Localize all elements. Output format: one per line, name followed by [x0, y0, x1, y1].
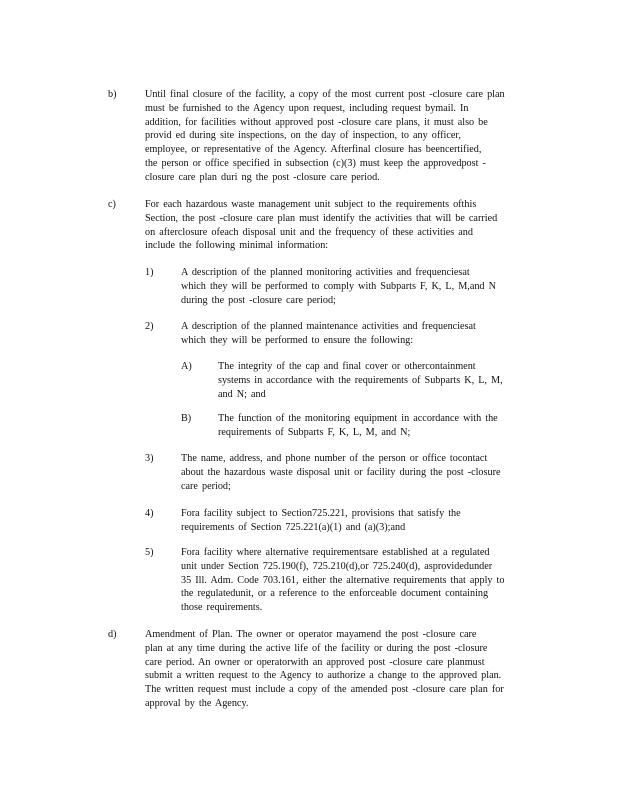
text-line: The name, address, and phone number of the person or office tocontact [181, 453, 488, 464]
subitem-label-5: 5) [145, 547, 154, 558]
text-line: which they will be performed to ensure the following: [181, 334, 414, 346]
subitem-text-5 [181, 546, 549, 615]
text-line: For each hazardous waste management unit subject to the requirements ofthis [145, 199, 477, 210]
item-label-d: d) [108, 629, 117, 640]
subitem-label-3: 3) [145, 453, 154, 464]
item-label-b: b) [108, 89, 117, 100]
text-line: include the following minimal information: [145, 240, 329, 252]
text-line: The integrity of the cap and final cover or othercontainment [218, 361, 476, 372]
item-text-d [145, 628, 545, 711]
text-line: during the post -closure care period; [181, 294, 336, 306]
text-line: the person or office specified in subsection (c)(3) must keep the approvedpost - [145, 157, 486, 169]
text-line: Amendment of Plan. The owner or operator mayamend the post -closure care [145, 629, 477, 640]
text-line: care period; [181, 480, 231, 492]
text-line: systems in accordance with the requirements of Subparts K, L, M, [218, 374, 503, 386]
item-text-c [145, 198, 530, 253]
text-line: Until final closure of the facility, a copy of the most current post -closure care plan [145, 89, 505, 100]
item-label-c: c) [108, 199, 116, 210]
subitem-label-1: 1) [145, 267, 154, 278]
text-line: and N; and [218, 388, 266, 400]
text-line: must be furnished to the Agency upon request, including request bymail. In [145, 102, 469, 114]
text-line: 35 Ill. Adm. Code 703.161, either the alternative requirements that apply to [181, 574, 505, 586]
text-line: those requirements. [181, 602, 263, 614]
text-line: plan at any time during the active life of the facility or during the post -closure [145, 642, 488, 654]
text-line: on afterclosure ofeach disposal unit and the frequency of these activities and [145, 226, 473, 238]
text-line: about the hazardous waste disposal unit or facility during the post -closure [181, 466, 501, 478]
text-line: closure care plan duri ng the post -closure care period. [145, 171, 380, 183]
subsubitem-label-B: B) [181, 413, 192, 424]
text-line: requirements of Section 725.221(a)(1) and (a)(3);and [181, 521, 406, 533]
text-line: A description of the planned monitoring activities and frequenciesat [181, 267, 470, 278]
text-line: requirements of Subparts F, K, L, M, and N; [218, 426, 411, 438]
text-line: Fora facility where alternative requirementsare established at a regulated [181, 547, 490, 558]
text-line: care period. An owner or operatorwith an approved post -closure care planmust [145, 656, 485, 668]
subitem-text-4 [181, 507, 541, 535]
subsubitem-label-A: A) [181, 361, 192, 372]
item-text-b [145, 88, 530, 185]
text-line: The function of the monitoring equipment in accordance with the [218, 413, 498, 424]
subsubitem-text-B [218, 412, 538, 440]
text-line: unit under Section 725.190(f), 725.210(d),or 725.240(d), asprovidedunder [181, 560, 493, 572]
subitem-label-2: 2) [145, 321, 154, 332]
text-line: Section, the post -closure care plan must identify the activities that will be carried [145, 212, 498, 224]
text-line: A description of the planned maintenance activities and frequenciesat [181, 321, 476, 332]
subitem-text-1 [181, 266, 541, 307]
subitem-label-4: 4) [145, 508, 154, 519]
text-line: the regulatedunit, or a reference to the enforceable document containing [181, 588, 489, 600]
text-line: which they will be performed to comply with Subparts F, K, L, M,and N [181, 280, 496, 292]
text-line: provid ed during site inspections, on the day of inspection, to any officer, [145, 130, 461, 142]
subsubitem-text-A [218, 360, 538, 401]
text-line: The written request must include a copy of the amended post -closure care plan for [145, 684, 504, 696]
subitem-text-2 [181, 320, 541, 348]
text-line: addition, for facilities without approved post -closure care plans, it must also be [145, 116, 488, 128]
text-line: Fora facility subject to Section725.221, provisions that satisfy the [181, 508, 461, 519]
text-line: approval by the Agency. [145, 697, 249, 709]
text-line: submit a written request to the Agency to authorize a change to the approved plan. [145, 670, 502, 682]
text-line: employee, or representative of the Agency. Afterfinal closure has beencertified, [145, 144, 482, 156]
subitem-text-3 [181, 452, 541, 493]
